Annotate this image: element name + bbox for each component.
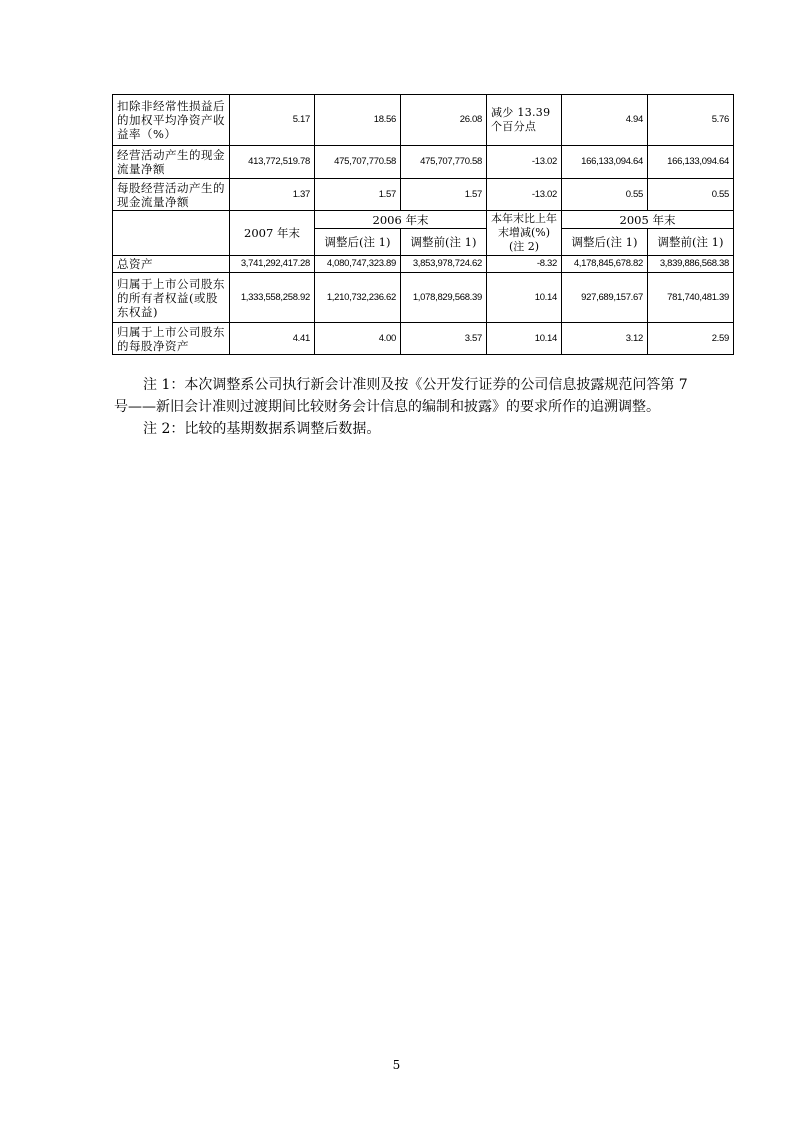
row-label: 归属于上市公司股东的所有者权益(或股东权益) (113, 273, 230, 323)
value-2005-pre-adjustment: 781,740,481.39 (648, 273, 734, 323)
header-2006-adjusted: 调整后(注 1) (315, 229, 401, 256)
header-2007: 2007 年末 (230, 211, 315, 256)
value-2007: 1.37 (230, 179, 315, 211)
header-2005-pre-adjustment: 调整前(注 1) (648, 229, 734, 256)
table-row (113, 95, 734, 146)
value-2007: 1,333,558,258.92 (230, 273, 315, 323)
value-2007: 4.41 (230, 323, 315, 355)
value-2005-adjusted: 0.55 (562, 179, 648, 211)
table-row (113, 323, 734, 355)
value-2006-pre-adjustment: 1.57 (401, 179, 487, 211)
value-2005-pre-adjustment: 3,839,886,568.38 (648, 256, 734, 273)
value-2005-adjusted: 4.94 (562, 95, 648, 146)
footnotes (114, 374, 694, 440)
value-2007: 5.17 (230, 95, 315, 146)
value-2005-pre-adjustment: 0.55 (648, 179, 734, 211)
value-change: 减少 13.39 个百分点 (487, 95, 562, 146)
value-2005-pre-adjustment: 2.59 (648, 323, 734, 355)
row-label: 经营活动产生的现金流量净额 (113, 146, 230, 179)
row-label: 扣除非经常性损益后的加权平均净资产收益率（%） (113, 95, 230, 146)
header-2005: 2005 年末 (562, 211, 734, 229)
row-label: 每股经营活动产生的现金流量净额 (113, 179, 230, 211)
financial-data-table (112, 94, 734, 355)
value-change: -13.02 (487, 146, 562, 179)
header-2005-adjusted: 调整后(注 1) (562, 229, 648, 256)
value-2007: 413,772,519.78 (230, 146, 315, 179)
value-2006-adjusted: 1,210,732,236.62 (315, 273, 401, 323)
value-2006-adjusted: 1.57 (315, 179, 401, 211)
note-2: 注 2：比较的基期数据系调整后数据。 (143, 421, 381, 437)
value-2005-adjusted: 4,178,845,678.82 (562, 256, 648, 273)
value-change: 10.14 (487, 273, 562, 323)
value-change: -8.32 (487, 256, 562, 273)
value-2006-adjusted: 475,707,770.58 (315, 146, 401, 179)
value-2005-pre-adjustment: 5.76 (648, 95, 734, 146)
header-empty-cell (113, 211, 230, 256)
value-2005-pre-adjustment: 166,133,094.64 (648, 146, 734, 179)
table-row (113, 273, 734, 323)
table-row (113, 256, 734, 273)
value-2006-pre-adjustment: 3,853,978,724.62 (401, 256, 487, 273)
value-2006-pre-adjustment: 1,078,829,568.39 (401, 273, 487, 323)
header-2006-pre-adjustment: 调整前(注 1) (401, 229, 487, 256)
value-change: -13.02 (487, 179, 562, 211)
row-label: 归属于上市公司股东的每股净资产 (113, 323, 230, 355)
value-2005-adjusted: 927,689,157.67 (562, 273, 648, 323)
table-row (113, 146, 734, 179)
note-1: 注 1：本次调整系公司执行新会计准则及按《公开发行证券的公司信息披露规范问答第 7 号——新旧会计准则过渡期间比较财务会计信息的编制和披露》的要求所作的追溯调整。 (114, 377, 688, 415)
value-2006-adjusted: 4,080,747,323.89 (315, 256, 401, 273)
table-row (113, 179, 734, 211)
value-2007: 3,741,292,417.28 (230, 256, 315, 273)
value-2005-adjusted: 166,133,094.64 (562, 146, 648, 179)
header-2006: 2006 年末 (315, 211, 487, 229)
page-number: 5 (392, 1058, 401, 1072)
value-2006-pre-adjustment: 3.57 (401, 323, 487, 355)
row-label: 总资产 (113, 256, 230, 273)
value-2005-adjusted: 3.12 (562, 323, 648, 355)
header-change: 本年末比上年末增减(%)(注 2) (487, 211, 562, 256)
value-2006-pre-adjustment: 26.08 (401, 95, 487, 146)
value-change: 10.14 (487, 323, 562, 355)
value-2006-adjusted: 4.00 (315, 323, 401, 355)
value-2006-pre-adjustment: 475,707,770.58 (401, 146, 487, 179)
table-header-row (113, 211, 734, 229)
value-2006-adjusted: 18.56 (315, 95, 401, 146)
